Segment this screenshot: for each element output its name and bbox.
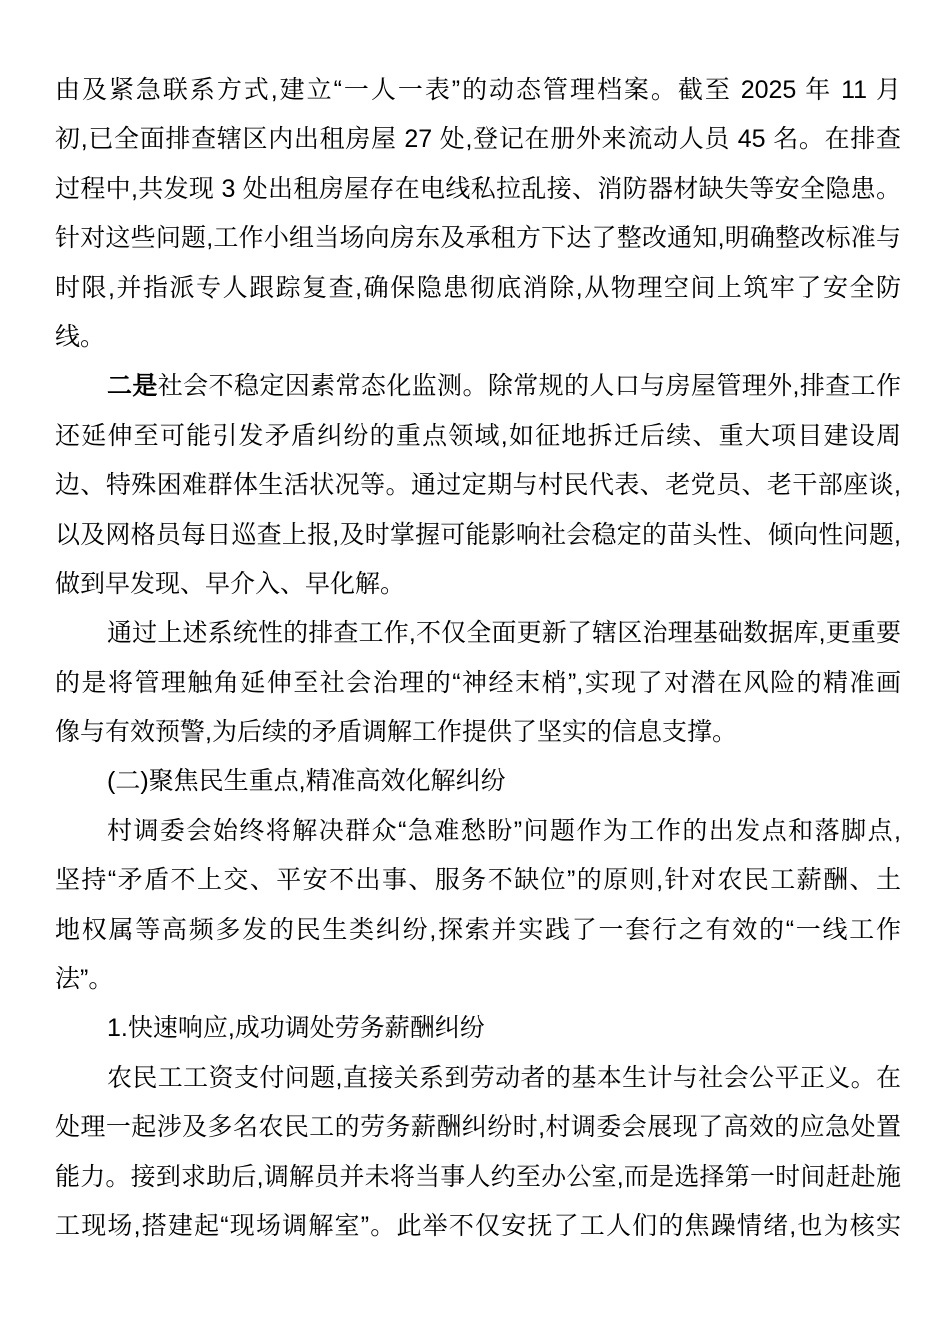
text-segment: 针对这些问题,工作小组当场向房东及承租方下达了整改通知,明确整改标准与 — [55, 224, 901, 253]
text-segment: 处理一起涉及多名农民工的劳务薪酬纠纷时,村调委会展现了高效的应急处置 — [55, 1113, 901, 1142]
text-segment: 地权属等高频多发的民生类纠纷,探索并实践了一套行之有效的“一线工作 — [55, 915, 901, 944]
text-segment: 过程中,共发现 3 处出租房屋存在电线私拉乱接、消防器材缺失等安全隐患。 — [55, 174, 901, 203]
text-line — [55, 708, 901, 757]
text-segment: (二)聚焦民生重点,精准高效化解纠纷 — [107, 767, 506, 796]
text-segment: 的是将管理触角延伸至社会治理的“神经末梢”,实现了对潜在风险的精准画 — [55, 668, 901, 697]
text-segment: 1.快速响应,成功调处劳务薪酬纠纷 — [107, 1014, 485, 1043]
text-segment: 做到早发现、早介入、早化解。 — [55, 569, 406, 598]
text-segment: 村调委会始终将解决群众“急难愁盼”问题作为工作的出发点和落脚点, — [107, 816, 901, 845]
document-text-body — [55, 66, 901, 1251]
text-line — [55, 115, 901, 164]
text-line — [55, 165, 901, 214]
text-line — [55, 807, 901, 856]
text-line — [55, 461, 901, 510]
text-segment: 线。 — [55, 322, 106, 351]
text-segment: 像与有效预警,为后续的矛盾调解工作提供了坚实的信息支撑。 — [55, 718, 737, 747]
text-line — [55, 1202, 901, 1251]
text-segment: 法”。 — [55, 965, 114, 994]
text-line — [55, 1153, 901, 1202]
text-segment: 农民工工资支付问题,直接关系到劳动者的基本生计与社会公平正义。在 — [107, 1063, 901, 1092]
text-line — [55, 511, 901, 560]
text-segment: 初,已全面排查辖区内出租房屋 27 处,登记在册外来流动人员 45 名。在排查 — [55, 125, 901, 154]
text-segment: 社会不稳定因素常态化监测。除常规的人口与房屋管理外,排查工作 — [157, 372, 901, 401]
text-line — [55, 609, 901, 658]
text-line — [55, 264, 901, 313]
text-segment: 边、特殊困难群体生活状况等。通过定期与村民代表、老党员、老干部座谈, — [55, 471, 901, 500]
text-line — [55, 856, 901, 905]
text-segment: 以及网格员每日巡查上报,及时掌握可能影响社会稳定的苗头性、倾向性问题, — [55, 520, 901, 549]
text-line — [55, 214, 901, 263]
text-segment: 由及紧急联系方式,建立“一人一表”的动态管理档案。截至 2025 年 11 月 — [55, 76, 901, 104]
text-segment: 坚持“矛盾不上交、平安不出事、服务不缺位”的原则,针对农民工薪酬、土 — [55, 866, 901, 895]
text-segment: 时限,并指派专人跟踪复查,确保隐患彻底消除,从物理空间上筑牢了安全防 — [55, 273, 901, 302]
text-line — [55, 955, 901, 1004]
text-line — [55, 362, 901, 411]
text-line — [55, 1054, 901, 1103]
text-line — [55, 313, 901, 362]
text-line — [55, 906, 901, 955]
text-line — [55, 1004, 901, 1053]
text-line — [55, 1103, 901, 1152]
text-segment: 工现场,搭建起“现场调解室”。此举不仅安抚了工人们的焦躁情绪,也为核实 — [55, 1211, 901, 1240]
bold-text-segment: 二是 — [107, 372, 158, 401]
text-line — [55, 560, 901, 609]
text-segment: 通过上述系统性的排查工作,不仅全面更新了辖区治理基础数据库,更重要 — [107, 619, 901, 648]
text-line — [55, 412, 901, 461]
text-segment: 能力。接到求助后,调解员并未将当事人约至办公室,而是选择第一时间赶赴施 — [55, 1162, 901, 1191]
text-line — [55, 659, 901, 708]
text-line — [55, 66, 901, 115]
text-line — [55, 757, 901, 806]
text-segment: 还延伸至可能引发矛盾纠纷的重点领域,如征地拆迁后续、重大项目建设周 — [55, 421, 901, 450]
